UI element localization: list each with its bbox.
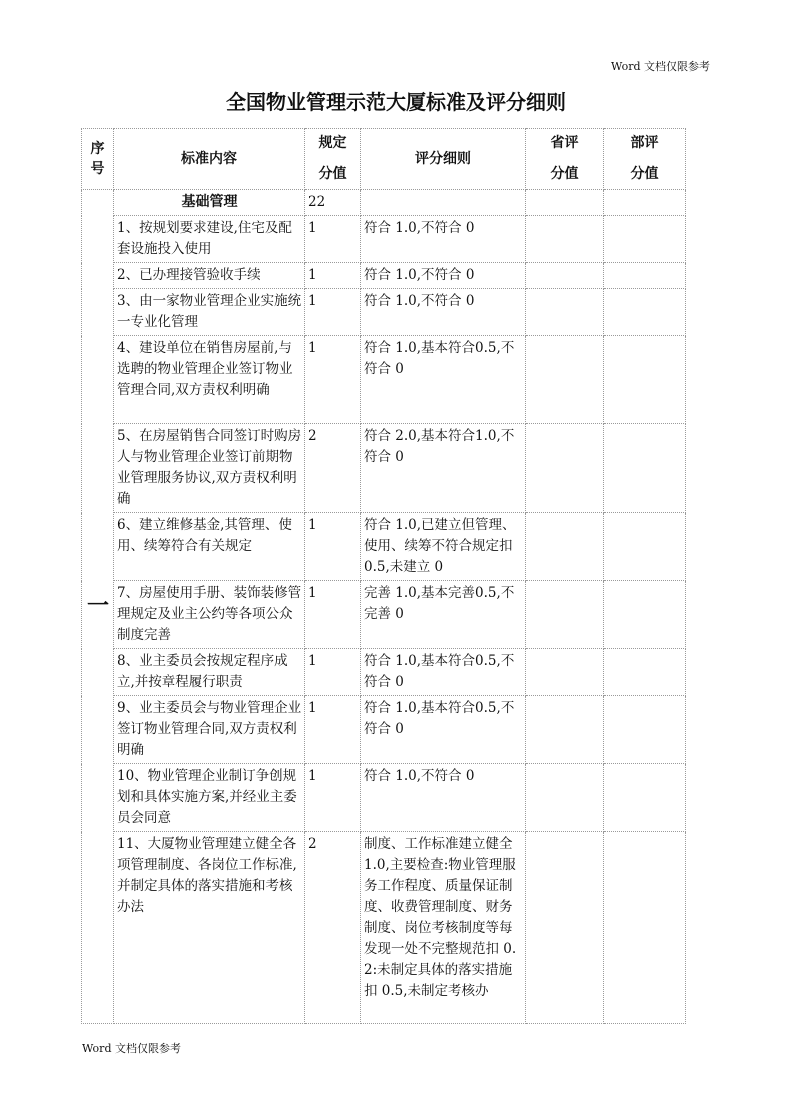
table-row	[82, 289, 686, 336]
row-provincial	[526, 216, 604, 263]
group-number: 一	[82, 190, 114, 1024]
header-dept-line1: 部评	[630, 135, 659, 151]
row-criteria: 符合 2.0,基本符合1.0,不符合 0	[361, 424, 526, 513]
row-content: 3、由一家物业管理企业实施统一专业化管理	[114, 289, 305, 336]
row-score: 1	[305, 263, 361, 289]
header-dept-line2: 分值	[630, 166, 659, 182]
row-ministry	[604, 289, 686, 336]
row-criteria: 制度、工作标准建立健全 1.0,主要检查:物业管理服务工作程度、质量保证制度、收费管理制度、财务制度、岗位考核制度等每发现一处不完整规范扣 0.2:未制定具体的落实措施扣 0.5,未制定考核办	[361, 832, 526, 1024]
row-criteria: 符合 1.0,基本符合0.5,不符合 0	[361, 649, 526, 696]
row-ministry	[604, 424, 686, 513]
row-ministry	[604, 513, 686, 581]
row-criteria: 符合 1.0,已建立但管理、使用、续筹不符合规定扣 0.5,未建立 0	[361, 513, 526, 581]
row-provincial	[526, 289, 604, 336]
row-content: 9、业主委员会与物业管理企业签订物业管理合同,双方责权利明确	[114, 696, 305, 764]
row-content: 1、按规划要求建设,住宅及配套设施投入使用	[114, 216, 305, 263]
row-criteria: 符合 1.0,不符合 0	[361, 764, 526, 832]
category-score: 22	[305, 190, 361, 216]
row-criteria: 符合 1.0,基本符合0.5,不符合 0	[361, 696, 526, 764]
row-ministry	[604, 696, 686, 764]
row-ministry	[604, 832, 686, 1024]
row-provincial	[526, 832, 604, 1024]
page-header-note: Word 文档仅限参考	[611, 60, 710, 73]
row-provincial	[526, 336, 604, 424]
category-label: 基础管理	[114, 190, 305, 216]
row-score: 1	[305, 336, 361, 424]
header-ministry	[604, 129, 686, 190]
row-ministry	[604, 581, 686, 649]
category-row	[82, 190, 686, 216]
row-provincial	[526, 424, 604, 513]
header-score-line1: 规定	[318, 135, 347, 151]
page-footer-note: Word 文档仅限参考	[82, 1042, 181, 1055]
row-ministry	[604, 216, 686, 263]
row-score: 2	[305, 424, 361, 513]
row-content: 5、在房屋销售合同签订时购房人与物业管理企业签订前期物业管理服务协议,双方责权利明确	[114, 424, 305, 513]
row-score: 1	[305, 216, 361, 263]
header-prov-line1: 省评	[550, 135, 579, 151]
table-header-row	[82, 129, 686, 190]
row-content: 4、建设单位在销售房屋前,与选聘的物业管理企业签订物业管理合同,双方责权利明确	[114, 336, 305, 424]
row-criteria: 完善 1.0,基本完善0.5,不完善 0	[361, 581, 526, 649]
category-provincial	[526, 190, 604, 216]
row-score: 1	[305, 764, 361, 832]
row-criteria: 符合 1.0,不符合 0	[361, 216, 526, 263]
row-criteria: 符合 1.0,基本符合0.5,不符合 0	[361, 336, 526, 424]
header-score	[305, 129, 361, 190]
row-score: 1	[305, 513, 361, 581]
table-row	[82, 764, 686, 832]
row-ministry	[604, 649, 686, 696]
row-provincial	[526, 764, 604, 832]
scoring-table	[81, 128, 686, 1024]
table-row	[82, 216, 686, 263]
table-row	[82, 649, 686, 696]
row-content: 10、物业管理企业制订争创规划和具体实施方案,并经业主委员会同意	[114, 764, 305, 832]
header-content: 标准内容	[114, 129, 305, 190]
row-provincial	[526, 696, 604, 764]
header-seq	[82, 129, 114, 190]
row-score: 1	[305, 696, 361, 764]
row-criteria: 符合 1.0,不符合 0	[361, 263, 526, 289]
header-score-line2: 分值	[318, 166, 347, 182]
table-row	[82, 263, 686, 289]
table-row	[82, 832, 686, 1024]
row-content: 6、建立维修基金,其管理、使用、续筹符合有关规定	[114, 513, 305, 581]
category-criteria	[361, 190, 526, 216]
row-content: 7、房屋使用手册、装饰装修管理规定及业主公约等各项公众制度完善	[114, 581, 305, 649]
row-score: 1	[305, 581, 361, 649]
header-provincial	[526, 129, 604, 190]
row-score: 1	[305, 649, 361, 696]
header-seq-line2: 号	[90, 161, 105, 177]
header-criteria: 评分细则	[361, 129, 526, 190]
row-ministry	[604, 764, 686, 832]
row-score: 1	[305, 289, 361, 336]
category-ministry	[604, 190, 686, 216]
row-score: 2	[305, 832, 361, 1024]
row-ministry	[604, 336, 686, 424]
row-content: 11、大厦物业管理建立健全各项管理制度、各岗位工作标准,并制定具体的落实措施和考核办法	[114, 832, 305, 1024]
row-provincial	[526, 581, 604, 649]
table-row	[82, 581, 686, 649]
header-prov-line2: 分值	[550, 166, 579, 182]
row-provincial	[526, 263, 604, 289]
table-row	[82, 424, 686, 513]
row-ministry	[604, 263, 686, 289]
table-row	[82, 513, 686, 581]
row-criteria: 符合 1.0,不符合 0	[361, 289, 526, 336]
row-content: 8、业主委员会按规定程序成立,并按章程履行职责	[114, 649, 305, 696]
row-provincial	[526, 649, 604, 696]
table-row	[82, 696, 686, 764]
row-provincial	[526, 513, 604, 581]
table-row	[82, 336, 686, 424]
document-title: 全国物业管理示范大厦标准及评分细则	[226, 90, 566, 114]
header-seq-line1: 序	[90, 141, 105, 157]
row-content: 2、已办理接管验收手续	[114, 263, 305, 289]
